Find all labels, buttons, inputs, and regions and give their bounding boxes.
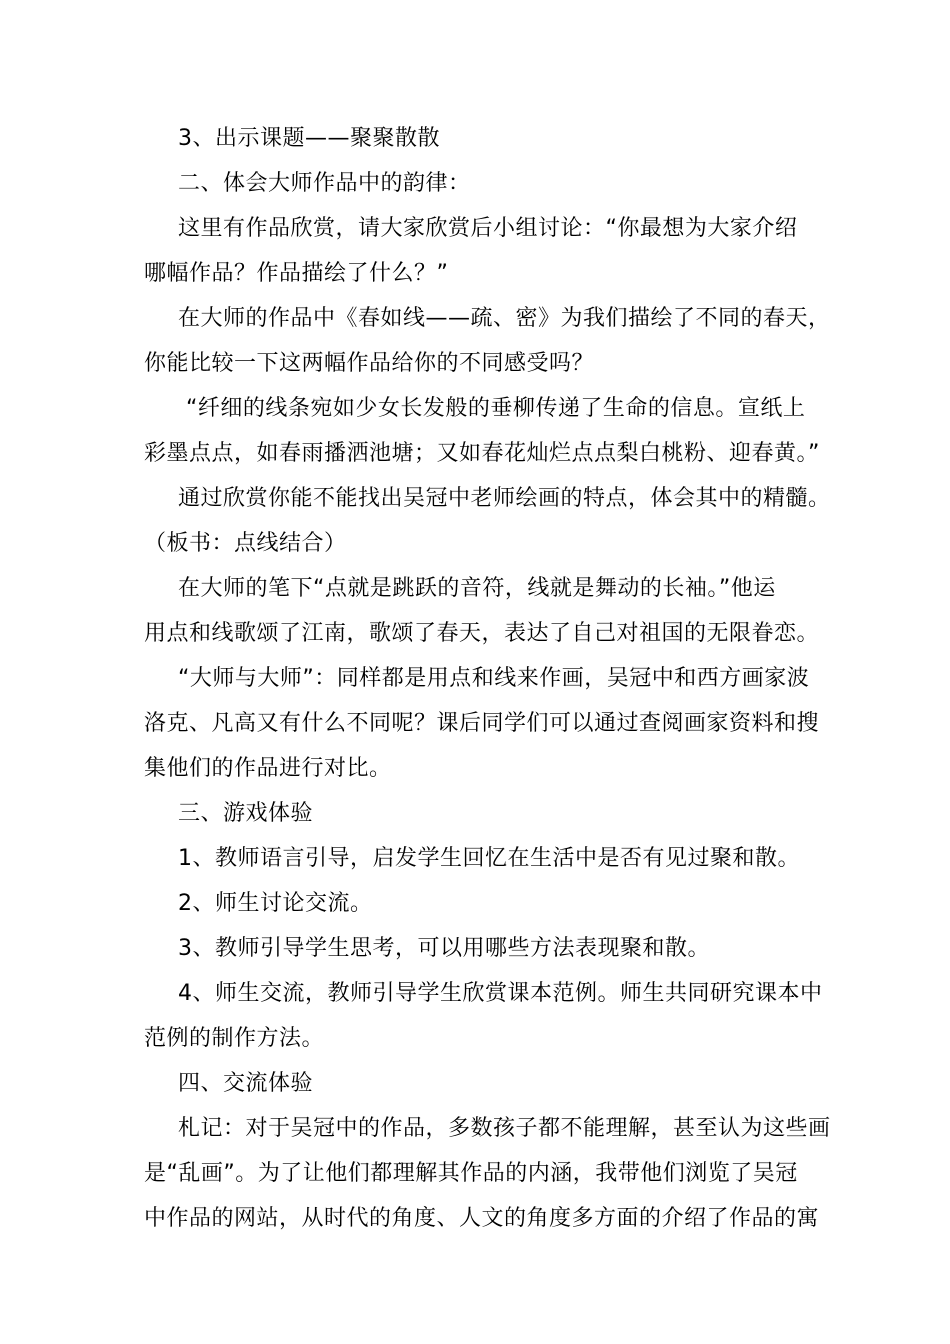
text-line-1: 3、出示课题——聚聚散散 [178,126,440,151]
text-line-13: “大师与大师”：同样都是用点和线来作画，吴冠中和西方画家波 [178,666,810,691]
text-line-12: 用点和线歌颂了江南，歌颂了春天，表达了自己对祖国的无限眷恋。 [144,621,820,646]
text-line-11: 在大师的笔下“点就是跳跃的音符，线就是舞动的长袖。”他运 [178,576,776,601]
text-line-23: 札记：对于吴冠中的作品，多数孩子都不能理解，甚至认为这些画 [178,1116,831,1141]
section-heading-2: 二、体会大师作品中的韵律： [178,171,471,196]
text-line-4: 哪幅作品？作品描绘了什么？” [144,261,449,286]
text-line-10: （板书：点线结合） [144,531,347,556]
text-line-24: 是“乱画”。为了让他们都理解其作品的内涵，我带他们浏览了吴冠 [144,1161,798,1186]
text-line-25: 中作品的网站，从时代的角度、人文的角度多方面的介绍了作品的寓 [144,1206,820,1231]
text-line-8: 彩墨点点，如春雨播洒池塘；又如春花灿烂点点梨白桃粉、迎春黄。” [144,441,820,466]
section-heading-3: 三、游戏体验 [178,801,314,826]
text-line-17: 1、教师语言引导，启发学生回忆在生活中是否有见过聚和散。 [178,846,800,871]
text-line-9: 通过欣赏你能不能找出吴冠中老师绘画的特点，体会其中的精髓。 [178,486,831,511]
text-line-18: 2、师生讨论交流。 [178,891,373,916]
text-line-20: 4、师生交流，教师引导学生欣赏课本范例。师生共同研究课本中 [178,981,823,1006]
text-line-7: “纤细的线条宛如少女长发般的垂柳传递了生命的信息。宣纸上 [186,396,806,421]
text-line-14: 洛克、凡高又有什么不同呢？课后同学们可以通过查阅画家资料和搜 [144,711,820,736]
text-line-3: 这里有作品欣赏，请大家欣赏后小组讨论：“你最想为大家介绍 [178,216,798,241]
text-line-6: 你能比较一下这两幅作品给你的不同感受吗？ [144,351,595,376]
text-line-21: 范例的制作方法。 [144,1026,325,1051]
section-heading-4: 四、交流体验 [178,1071,314,1096]
text-line-5: 在大师的作品中《春如线——疏、密》为我们描绘了不同的春天， [178,306,831,331]
text-line-19: 3、教师引导学生思考，可以用哪些方法表现聚和散。 [178,936,710,961]
text-line-15: 集他们的作品进行对比。 [144,756,392,781]
